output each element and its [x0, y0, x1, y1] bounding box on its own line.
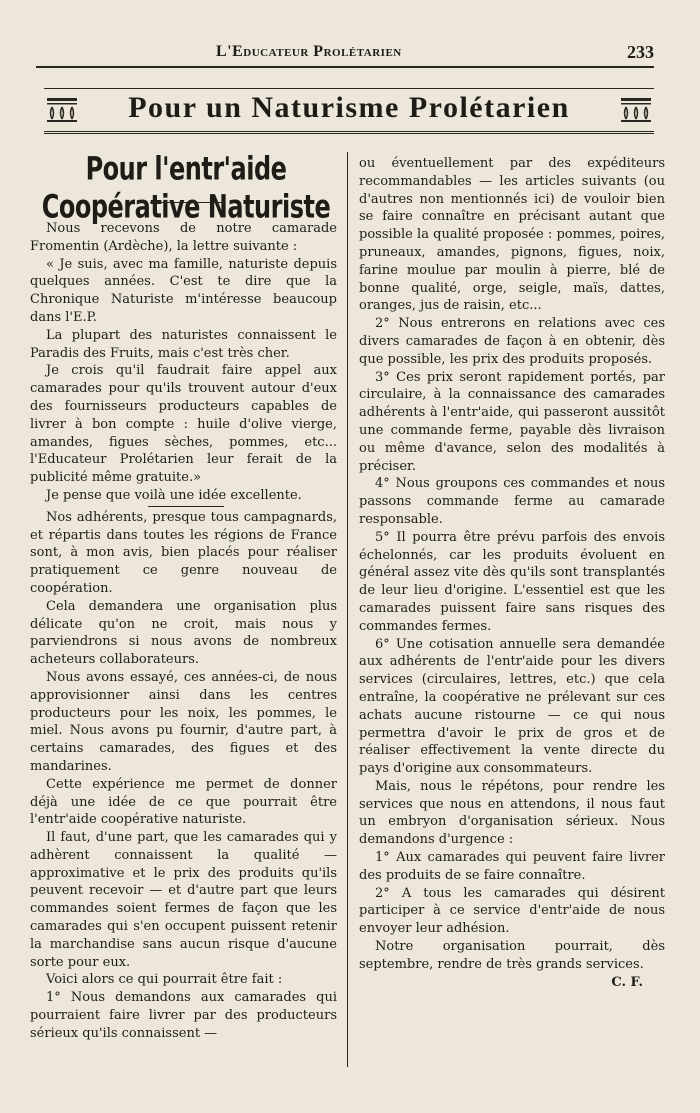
- paragraph: Mais, nous le répétons, pour rendre les services que nous en attendons, il nous faut un embryon d'organisation sérieux. Nous demandons d'urgence :: [359, 778, 665, 848]
- paragraph: « Je suis, avec ma famille, naturiste depuis quelques années. C'est te dire que la Chronique Naturiste m'intéresse beaucoup dans l'E.P.: [30, 256, 337, 325]
- title-rule: [150, 202, 224, 203]
- column-left: [30, 220, 337, 1043]
- paragraph: 2° A tous les camarades qui désirent participer à ce service d'entr'aide de nous envoyer leur adhésion.: [359, 885, 665, 937]
- paragraph: 6° Une cotisation annuelle sera demandée aux adhérents de l'entr'aide pour les divers services (circulaires, lettres, etc.) que cela entraîne, la coopérative ne prélevant sur ces achats aucune ristourne — ce qui nous permettra d'avoir le prix de gros et de réaliser effectivement la vente directe du pays d'origine aux consommateurs.: [359, 636, 665, 777]
- signature: C. F.: [611, 974, 643, 990]
- paragraph: Je crois qu'il faudrait faire appel aux camarades pour qu'ils trouvent autour d'eux des fournisseurs producteurs capables de livrer à bon compte : huile d'olive vierge, amandes, figues sèches, pommes, etc... l'Educateur Prolétarien leur ferait de la publicité même gratuite.»: [30, 363, 337, 486]
- column-divider: [347, 152, 348, 1067]
- page-number: 233: [627, 42, 654, 62]
- column-right: [359, 155, 665, 991]
- paragraph: Nos adhérents, presque tous campagnards, et répartis dans toutes les régions de France sont, à mon avis, bien placés pour réaliser pratiquement ce genre nouveau de coopération.: [30, 509, 337, 596]
- section-banner: [44, 88, 654, 134]
- article-title: Pour l'entr'aide Coopérative Naturiste: [41, 150, 331, 226]
- separator: [30, 505, 337, 509]
- paragraph: Voici alors ce qui pourrait être fait :: [46, 972, 283, 988]
- paragraph: ou éventuellement par des expéditeurs recommandables — les articles suivants (ou d'autres non mentionnés ici) de vouloir bien se faire connaître en précisant autant que possible la qualité proposée : pommes, poires, pruneaux, amandes, pignons, figues, noix, farine moulue par moulin à pierre, blé de bonne qualité, orge, seigle, maïs, dattes, oranges, jus de raisin, etc...: [359, 156, 665, 314]
- paragraph: 1° Nous demandons aux camarades qui pourraient faire livrer par des producteurs sérieux qu'ils connaissent —: [30, 990, 337, 1041]
- paragraph: 4° Nous groupons ces commandes et nous passons commande ferme au camarade responsable.: [359, 476, 665, 527]
- paragraph: 5° Il pourra être prévu parfois des envois échelonnés, car les produits évoluent en général assez vite dès qu'ils sont transplantés de leur lieu d'origine. L'essentiel est que les camarades puissent faire sans risques des commandes fermes.: [359, 529, 665, 634]
- paragraph: Notre organisation pourrait, dès septembre, rendre de très grands services.: [359, 939, 665, 972]
- running-header: [36, 40, 654, 68]
- paragraph: Cela demandera une organisation plus délicate qu'on ne croit, mais nous y parviendrons si nous avons de nombreux acheteurs collaborateurs.: [30, 598, 337, 668]
- section-title: Pour un Naturisme Prolétarien: [128, 91, 570, 124]
- journal-title: L'Educateur Prolétarien: [216, 43, 402, 60]
- paragraph: Il faut, d'une part, que les camarades qui y adhèrent connaissent la qualité — approximative et le prix des produits qu'ils peuvent recevoir — et d'autre part que leurs commandes soient fermes de façon que les camarades qui s'en occupent puissent retenir la marchandise sans aucun risque d'aucune sorte pour eux.: [30, 830, 337, 970]
- paragraph: Nous recevons de notre camarade Fromentin (Ardèche), la lettre suivante :: [30, 221, 337, 254]
- paragraph: Cette expérience me permet de donner déjà une idée de ce que pourrait être l'entr'aide coopérative naturiste.: [30, 776, 337, 828]
- paragraph: Je pense que voilà une idée excellente.: [46, 487, 302, 503]
- paragraph: La plupart des naturistes connaissent le Paradis des Fruits, mais c'est très cher.: [30, 327, 337, 361]
- paragraph: 1° Aux camarades qui peuvent faire livrer des produits de se faire connaître.: [359, 850, 665, 883]
- paragraph: 3° Ces prix seront rapidement portés, par circulaire, à la connaissance des camarades adhérents à l'entr'aide, qui passeront aussitôt une commande ferme, payable dès livraison ou même d'avance, selon des modalités à préciser.: [359, 369, 665, 474]
- wheat-ornament-icon: [620, 97, 652, 123]
- paragraph: Nous avons essayé, ces années-ci, de nous approvisionner ainsi dans les centres producteurs pour les noix, les pommes, le miel. Nous avons pu fournir, d'autre part, à certains camarades, des figues et des mandarines.: [30, 669, 337, 774]
- paragraph: 2° Nous entrerons en relations avec ces divers camarades de façon à en obtenir, dès que possible, les prix des produits proposés.: [359, 316, 665, 367]
